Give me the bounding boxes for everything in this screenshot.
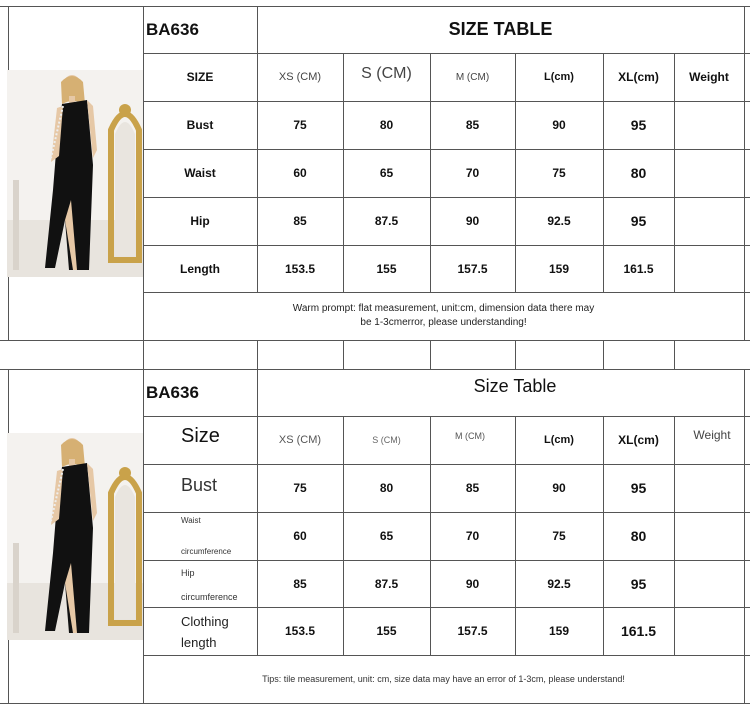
table-cell: 95 [630,117,647,133]
table-cell: 153.5 [284,624,316,638]
table-cell: 70 [465,166,480,180]
grid-line [744,6,745,340]
table-cell: 90 [552,481,566,495]
column-header-m: M (CM) [455,431,485,441]
row-label-bust: Bust [181,474,218,495]
table-cell: 85 [465,481,480,495]
table-cell: 75 [293,118,307,132]
row-label-hip: Hip [190,214,210,228]
grid-line [343,340,344,369]
table-cell: 157.5 [457,624,488,638]
table-cell: 80 [630,528,647,544]
measurement-note: Tips: tile measurement, unit: cm, size data may have an error of 1-3cm, please understand! [262,674,625,684]
table-cell: 85 [293,214,307,228]
dress-model-illustration [7,70,143,277]
table-cell: 90 [465,214,480,228]
row-label-line: circumference [181,547,232,556]
table-cell: 65 [379,166,394,180]
product-code: BA636 [146,382,199,402]
table-cell: 87.5 [374,214,399,228]
row-label-bust: Bust [186,118,214,132]
column-header-s: S (CM) [372,435,401,445]
grid-line [674,340,675,369]
table-cell: 70 [465,529,480,543]
table-title: SIZE TABLE [448,19,553,39]
row-label-line: Waist [181,516,201,525]
column-header-xl: XL(cm) [618,70,659,84]
row-label-line: Clothing [181,614,229,629]
size-header: Size [181,424,220,447]
grid-line [515,340,516,369]
column-header-xs: XS (CM) [278,71,322,83]
row-label-line: Hip [181,568,195,578]
table-cell: 75 [552,529,566,543]
table-cell: 92.5 [547,214,571,228]
row-label-line: circumference [181,592,238,602]
table-cell: 95 [630,480,647,496]
note-line: be 1-3cmerror, please understanding! [360,317,527,328]
table-cell: 60 [293,529,307,543]
table-cell: 80 [630,165,647,181]
grid-line [0,340,750,341]
column-header-xl: XL(cm) [618,433,659,447]
table-cell: 85 [293,576,307,591]
table-cell: 90 [552,118,566,132]
table-cell: 155 [376,261,397,276]
grid-line [603,340,604,369]
table-title: Size Table [473,375,557,396]
column-header-m: M (CM) [455,71,490,83]
table-cell: 80 [379,118,394,132]
table-cell: 60 [293,166,307,180]
measurement-note [143,292,744,340]
table-cell: 80 [379,481,394,495]
table-cell: 159 [548,624,570,638]
product-code: BA636 [146,19,199,39]
row-label-length [181,614,257,650]
table-cell: 161.5 [620,623,657,639]
table-cell: 153.5 [284,261,316,276]
row-label-waist [181,516,257,556]
table-cell: 157.5 [457,261,488,276]
table-cell: 92.5 [547,576,571,591]
table-cell: 155 [376,624,397,638]
size-header: SIZE [186,70,214,84]
table-cell: 159 [548,261,570,276]
table-cell: 95 [630,213,647,229]
dress-model-illustration [7,433,143,640]
column-header-xs: XS (CM) [278,434,322,446]
column-header-weight: Weight [689,70,729,84]
table-cell: 95 [630,575,647,592]
table-cell: 75 [552,166,566,180]
table-cell: 87.5 [374,576,399,591]
table-cell: 65 [379,529,394,543]
table-cell: 75 [293,481,307,495]
column-header-weight: Weight [693,428,731,442]
table-cell: 85 [465,118,480,132]
product-photo [7,70,143,277]
table-cell: 161.5 [623,261,654,276]
row-label-line: length [181,635,217,650]
row-label-length: Length [180,261,220,276]
column-header-s: S (CM) [361,65,412,82]
grid-line [0,703,750,704]
row-label-hip [181,568,257,602]
product-photo [7,433,143,640]
grid-line [430,340,431,369]
note-line: Warm prompt: flat measurement, unit:cm, dimension data there may [292,303,595,314]
column-header-l: L(cm) [544,434,574,446]
row-label-waist: Waist [184,166,216,180]
column-header-l: L(cm) [544,71,574,83]
table-cell: 90 [465,576,480,591]
